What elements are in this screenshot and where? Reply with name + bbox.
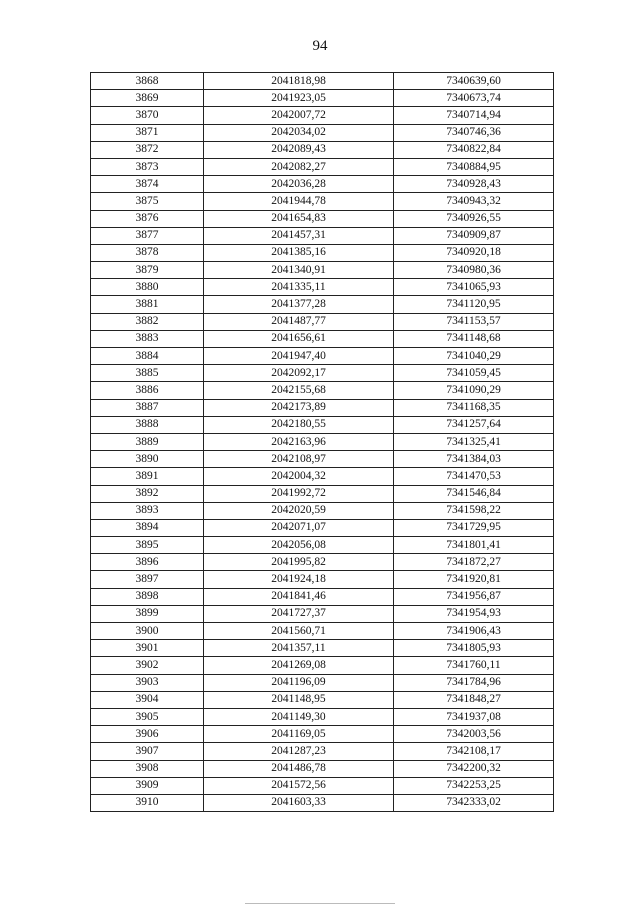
point-number-cell: 3873: [91, 158, 204, 175]
table-row: [91, 313, 554, 330]
x-coordinate-cell: 2041656,61: [204, 330, 394, 347]
x-coordinate-cell: 2041287,23: [204, 743, 394, 760]
y-coordinate-cell: 7340884,95: [394, 158, 554, 175]
x-coordinate-cell: 2041269,08: [204, 657, 394, 674]
point-number-cell: 3901: [91, 640, 204, 657]
y-coordinate-cell: 7340714,94: [394, 107, 554, 124]
point-number-cell: 3883: [91, 330, 204, 347]
x-coordinate-cell: 2041377,28: [204, 296, 394, 313]
bottom-divider: [245, 903, 395, 904]
x-coordinate-cell: 2041148,95: [204, 691, 394, 708]
table-row: [91, 107, 554, 124]
point-number-cell: 3899: [91, 605, 204, 622]
y-coordinate-cell: 7341090,29: [394, 382, 554, 399]
point-number-cell: 3872: [91, 141, 204, 158]
y-coordinate-cell: 7340673,74: [394, 90, 554, 107]
y-coordinate-cell: 7341956,87: [394, 588, 554, 605]
x-coordinate-cell: 2042034,02: [204, 124, 394, 141]
table-row: [91, 227, 554, 244]
table-row: [91, 348, 554, 365]
x-coordinate-cell: 2041995,82: [204, 554, 394, 571]
y-coordinate-cell: 7341954,93: [394, 605, 554, 622]
x-coordinate-cell: 2042082,27: [204, 158, 394, 175]
table-row: [91, 623, 554, 640]
x-coordinate-cell: 2041572,56: [204, 777, 394, 794]
point-number-cell: 3909: [91, 777, 204, 794]
y-coordinate-cell: 7341729,95: [394, 519, 554, 536]
y-coordinate-cell: 7341598,22: [394, 502, 554, 519]
x-coordinate-cell: 2041654,83: [204, 210, 394, 227]
x-coordinate-cell: 2042020,59: [204, 502, 394, 519]
table-row: [91, 708, 554, 725]
x-coordinate-cell: 2041727,37: [204, 605, 394, 622]
point-number-cell: 3893: [91, 502, 204, 519]
y-coordinate-cell: 7342003,56: [394, 726, 554, 743]
y-coordinate-cell: 7341872,27: [394, 554, 554, 571]
point-number-cell: 3888: [91, 416, 204, 433]
table-row: [91, 365, 554, 382]
y-coordinate-cell: 7341384,03: [394, 451, 554, 468]
coordinates-table: [90, 72, 554, 812]
x-coordinate-cell: 2042056,08: [204, 537, 394, 554]
point-number-cell: 3878: [91, 244, 204, 261]
table-row: [91, 451, 554, 468]
x-coordinate-cell: 2041487,77: [204, 313, 394, 330]
x-coordinate-cell: 2041196,09: [204, 674, 394, 691]
x-coordinate-cell: 2041947,40: [204, 348, 394, 365]
point-number-cell: 3902: [91, 657, 204, 674]
table-row: [91, 382, 554, 399]
y-coordinate-cell: 7341168,35: [394, 399, 554, 416]
point-number-cell: 3907: [91, 743, 204, 760]
x-coordinate-cell: 2041149,30: [204, 708, 394, 725]
point-number-cell: 3905: [91, 708, 204, 725]
x-coordinate-cell: 2041841,46: [204, 588, 394, 605]
y-coordinate-cell: 7340909,87: [394, 227, 554, 244]
table-row: [91, 605, 554, 622]
y-coordinate-cell: 7341148,68: [394, 330, 554, 347]
point-number-cell: 3874: [91, 176, 204, 193]
point-number-cell: 3895: [91, 537, 204, 554]
y-coordinate-cell: 7341153,57: [394, 313, 554, 330]
table-row: [91, 588, 554, 605]
point-number-cell: 3879: [91, 262, 204, 279]
table-row: [91, 691, 554, 708]
x-coordinate-cell: 2041169,05: [204, 726, 394, 743]
table-row: [91, 537, 554, 554]
point-number-cell: 3896: [91, 554, 204, 571]
table-row: [91, 743, 554, 760]
table-row: [91, 571, 554, 588]
table-row: [91, 777, 554, 794]
table-row: [91, 640, 554, 657]
x-coordinate-cell: 2041923,05: [204, 90, 394, 107]
y-coordinate-cell: 7341784,96: [394, 674, 554, 691]
point-number-cell: 3897: [91, 571, 204, 588]
point-number-cell: 3889: [91, 433, 204, 450]
y-coordinate-cell: 7341801,41: [394, 537, 554, 554]
y-coordinate-cell: 7342200,32: [394, 760, 554, 777]
y-coordinate-cell: 7341065,93: [394, 279, 554, 296]
y-coordinate-cell: 7340928,43: [394, 176, 554, 193]
y-coordinate-cell: 7340822,84: [394, 141, 554, 158]
point-number-cell: 3887: [91, 399, 204, 416]
table-row: [91, 794, 554, 811]
y-coordinate-cell: 7340980,36: [394, 262, 554, 279]
x-coordinate-cell: 2041385,16: [204, 244, 394, 261]
table-row: [91, 279, 554, 296]
table-row: [91, 193, 554, 210]
table-body: [91, 73, 554, 812]
y-coordinate-cell: 7341059,45: [394, 365, 554, 382]
point-number-cell: 3868: [91, 73, 204, 90]
x-coordinate-cell: 2041335,11: [204, 279, 394, 296]
y-coordinate-cell: 7341805,93: [394, 640, 554, 657]
y-coordinate-cell: 7340943,32: [394, 193, 554, 210]
point-number-cell: 3894: [91, 519, 204, 536]
table-row: [91, 416, 554, 433]
x-coordinate-cell: 2041818,98: [204, 73, 394, 90]
point-number-cell: 3904: [91, 691, 204, 708]
table-row: [91, 760, 554, 777]
point-number-cell: 3908: [91, 760, 204, 777]
y-coordinate-cell: 7340746,36: [394, 124, 554, 141]
y-coordinate-cell: 7342108,17: [394, 743, 554, 760]
point-number-cell: 3892: [91, 485, 204, 502]
point-number-cell: 3881: [91, 296, 204, 313]
x-coordinate-cell: 2042071,07: [204, 519, 394, 536]
point-number-cell: 3885: [91, 365, 204, 382]
y-coordinate-cell: 7341325,41: [394, 433, 554, 450]
table-row: [91, 244, 554, 261]
x-coordinate-cell: 2042173,89: [204, 399, 394, 416]
point-number-cell: 3884: [91, 348, 204, 365]
x-coordinate-cell: 2041357,11: [204, 640, 394, 657]
y-coordinate-cell: 7342333,02: [394, 794, 554, 811]
x-coordinate-cell: 2042004,32: [204, 468, 394, 485]
x-coordinate-cell: 2042089,43: [204, 141, 394, 158]
y-coordinate-cell: 7341470,53: [394, 468, 554, 485]
point-number-cell: 3875: [91, 193, 204, 210]
table-row: [91, 158, 554, 175]
y-coordinate-cell: 7341906,43: [394, 623, 554, 640]
table-row: [91, 726, 554, 743]
x-coordinate-cell: 2041924,18: [204, 571, 394, 588]
point-number-cell: 3891: [91, 468, 204, 485]
y-coordinate-cell: 7342253,25: [394, 777, 554, 794]
point-number-cell: 3900: [91, 623, 204, 640]
y-coordinate-cell: 7341120,95: [394, 296, 554, 313]
y-coordinate-cell: 7341257,64: [394, 416, 554, 433]
point-number-cell: 3903: [91, 674, 204, 691]
y-coordinate-cell: 7341760,11: [394, 657, 554, 674]
y-coordinate-cell: 7341848,27: [394, 691, 554, 708]
point-number-cell: 3871: [91, 124, 204, 141]
table-row: [91, 485, 554, 502]
y-coordinate-cell: 7341546,84: [394, 485, 554, 502]
x-coordinate-cell: 2041560,71: [204, 623, 394, 640]
point-number-cell: 3890: [91, 451, 204, 468]
point-number-cell: 3877: [91, 227, 204, 244]
table-row: [91, 90, 554, 107]
point-number-cell: 3886: [91, 382, 204, 399]
y-coordinate-cell: 7340639,60: [394, 73, 554, 90]
table-row: [91, 210, 554, 227]
table-row: [91, 657, 554, 674]
x-coordinate-cell: 2041944,78: [204, 193, 394, 210]
table-row: [91, 141, 554, 158]
y-coordinate-cell: 7341937,08: [394, 708, 554, 725]
x-coordinate-cell: 2042155,68: [204, 382, 394, 399]
x-coordinate-cell: 2042180,55: [204, 416, 394, 433]
table-row: [91, 124, 554, 141]
x-coordinate-cell: 2042007,72: [204, 107, 394, 124]
table-row: [91, 433, 554, 450]
table-row: [91, 554, 554, 571]
x-coordinate-cell: 2042163,96: [204, 433, 394, 450]
point-number-cell: 3882: [91, 313, 204, 330]
y-coordinate-cell: 7340920,18: [394, 244, 554, 261]
y-coordinate-cell: 7340926,55: [394, 210, 554, 227]
x-coordinate-cell: 2041603,33: [204, 794, 394, 811]
table-row: [91, 399, 554, 416]
table-row: [91, 468, 554, 485]
point-number-cell: 3876: [91, 210, 204, 227]
x-coordinate-cell: 2042036,28: [204, 176, 394, 193]
point-number-cell: 3869: [91, 90, 204, 107]
x-coordinate-cell: 2042108,97: [204, 451, 394, 468]
page-number: 94: [312, 38, 328, 54]
x-coordinate-cell: 2042092,17: [204, 365, 394, 382]
point-number-cell: 3910: [91, 794, 204, 811]
table-row: [91, 296, 554, 313]
x-coordinate-cell: 2041457,31: [204, 227, 394, 244]
y-coordinate-cell: 7341040,29: [394, 348, 554, 365]
point-number-cell: 3906: [91, 726, 204, 743]
table-row: [91, 502, 554, 519]
x-coordinate-cell: 2041486,78: [204, 760, 394, 777]
table-row: [91, 519, 554, 536]
table-row: [91, 262, 554, 279]
y-coordinate-cell: 7341920,81: [394, 571, 554, 588]
table-row: [91, 674, 554, 691]
point-number-cell: 3880: [91, 279, 204, 296]
point-number-cell: 3870: [91, 107, 204, 124]
x-coordinate-cell: 2041340,91: [204, 262, 394, 279]
table-row: [91, 176, 554, 193]
x-coordinate-cell: 2041992,72: [204, 485, 394, 502]
table-row: [91, 330, 554, 347]
point-number-cell: 3898: [91, 588, 204, 605]
table-row: [91, 73, 554, 90]
